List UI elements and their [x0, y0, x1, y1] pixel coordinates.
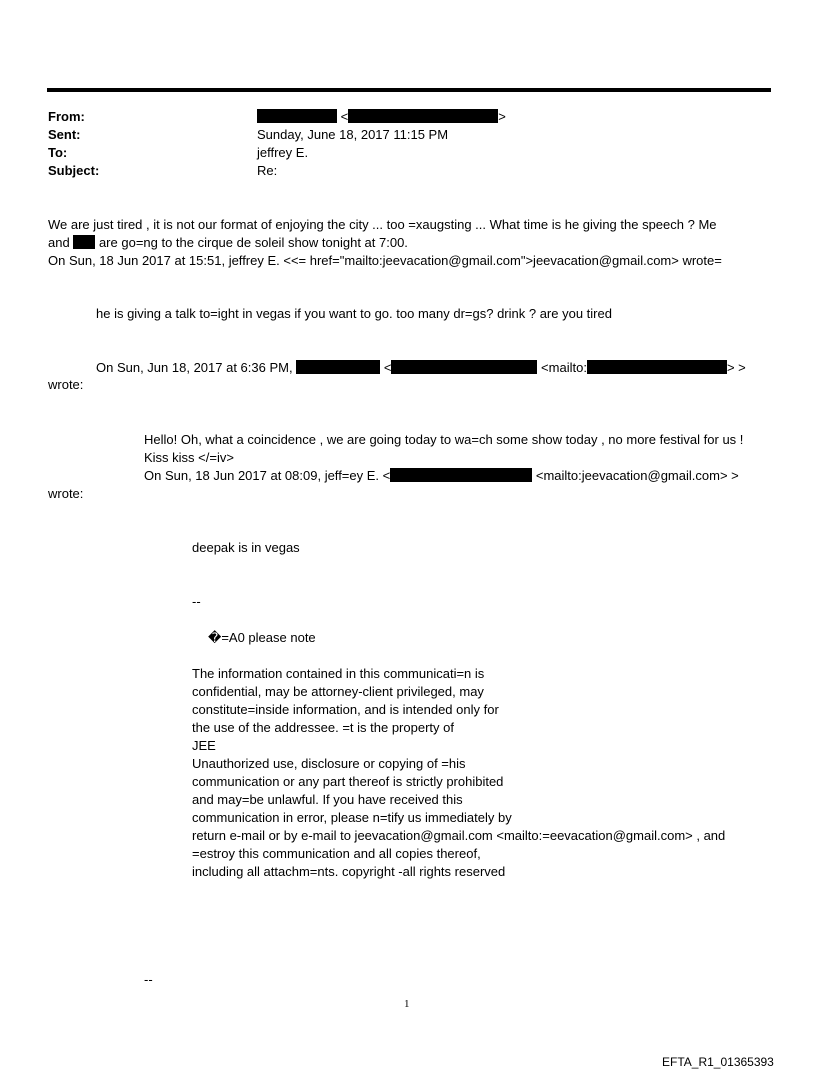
quote-line: he is giving a talk to=ight in vegas if you want to go. too many dr=gs? drink ? are you tired [96, 306, 612, 321]
disclaimer-line: JEE [192, 738, 216, 753]
disclaimer-line: confidential, may be attorney-client privileged, may [192, 684, 484, 699]
quote-text: <mailto:jeevacation@gmail.com> > [535, 468, 739, 483]
quote-text: <mailto: [541, 360, 587, 375]
redaction-box [348, 109, 498, 123]
redaction-box [391, 360, 537, 374]
disclaimer-line: =estroy this communication and all copies thereof, [192, 846, 481, 861]
body-text: and [48, 235, 70, 250]
bates-number: EFTA_R1_01365393 [662, 1055, 774, 1069]
redaction-box [73, 235, 95, 249]
disclaimer-line: communication or any part thereof is strictly prohibited [192, 774, 504, 789]
page-number: 1 [404, 998, 410, 1010]
redaction-box [296, 360, 380, 374]
wrote-line: wrote: [48, 377, 84, 392]
disclaimer-line: the use of the addressee. =t is the property of [192, 720, 454, 735]
from-lt: < [340, 109, 349, 124]
from-label: From: [48, 109, 85, 124]
disclaimer-line: including all attachm=nts. copyright -all rights reserved [192, 864, 506, 879]
disclaimer-line: return e-mail or by e-mail to jeevacation@gmail.com <mailto:=eevacation@gmail.com> , and [192, 828, 726, 843]
quote-text: < [383, 360, 392, 375]
quote-text: On Sun, 18 Jun 2017 at 08:09, jeff=ey E. < [144, 468, 391, 483]
quote-line: Hello! Oh, what a coincidence , we are going today to wa=ch some show today , no more festival for us ! [144, 432, 744, 447]
to-value: jeffrey E. [257, 145, 309, 160]
subject-value: Re: [257, 163, 278, 178]
from-gt: > [498, 109, 506, 124]
body-line: We are just tired , it is not our format of enjoying the city ... too =xaugsting ... What time is he giving the speech ? Me [48, 217, 717, 232]
to-label: To: [48, 145, 68, 160]
note-line: �=A0 please note [208, 630, 316, 645]
disclaimer-line: constitute=inside information, and is intended only for [192, 702, 499, 717]
quote-text: On Sun, Jun 18, 2017 at 6:36 PM, [96, 360, 293, 375]
sent-label: Sent: [48, 127, 81, 142]
from-value [257, 108, 506, 125]
disclaimer-line: Unauthorized use, disclosure or copying of =his [192, 756, 466, 771]
disclaimer-line: and may=be unlawful. If you have received this [192, 792, 463, 807]
redaction-box [257, 109, 337, 123]
quote-header [96, 359, 746, 376]
wrote-line: wrote: [48, 486, 84, 501]
subject-label: Subject: [48, 163, 100, 178]
redaction-box [390, 468, 532, 482]
header-rule [47, 88, 771, 92]
quote-text: > > [726, 360, 746, 375]
quote-line: Kiss kiss </=iv> [144, 450, 234, 465]
signature-separator: -- [192, 594, 201, 609]
body-line [48, 234, 408, 251]
body-text: are go=ng to the cirque de soleil show tonight at 7:00. [98, 235, 408, 250]
quote-line: deepak is in vegas [192, 540, 300, 555]
end-separator: -- [144, 972, 153, 987]
redaction-box [587, 360, 727, 374]
disclaimer-line: communication in error, please n=tify us immediately by [192, 810, 512, 825]
body-line: On Sun, 18 Jun 2017 at 15:51, jeffrey E. <<= href="mailto:jeevacation@gmail.com">jeevacation@gmail.com> wrote= [48, 253, 722, 268]
disclaimer-line: The information contained in this communicati=n is [192, 666, 485, 681]
sent-value: Sunday, June 18, 2017 11:15 PM [257, 127, 449, 142]
quote-header [144, 467, 739, 484]
